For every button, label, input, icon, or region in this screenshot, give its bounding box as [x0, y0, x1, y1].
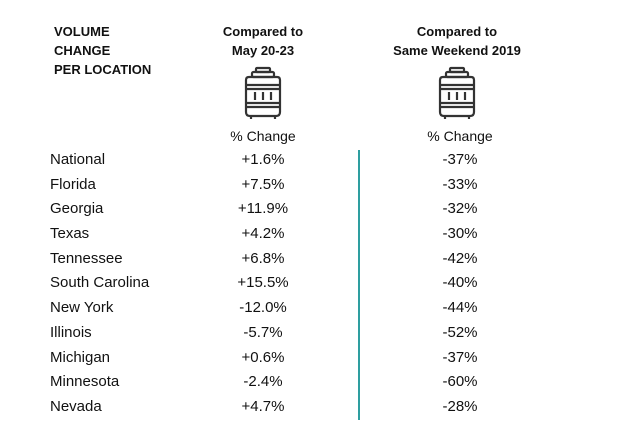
- change-vs-2019-cell: -32%: [442, 200, 478, 218]
- location-cell: Tennessee: [50, 249, 123, 267]
- change-vs-2019-cell: -30%: [442, 225, 478, 243]
- location-cell: Illinois: [50, 323, 92, 341]
- change-vs-may-cell: +4.2%: [241, 225, 285, 243]
- location-cell: South Carolina: [50, 274, 150, 292]
- change-vs-2019-cell: -28%: [442, 397, 478, 415]
- title-line: PER LOCATION: [54, 62, 152, 77]
- location-cell: Georgia: [50, 200, 104, 218]
- location-cell: Nevada: [50, 397, 102, 415]
- location-cell: Texas: [50, 225, 90, 243]
- column-heading-may: [190, 22, 336, 60]
- change-vs-2019-cell: -37%: [442, 151, 478, 168]
- table-row: [0, 149, 628, 174]
- keg-icon: [243, 66, 283, 120]
- change-vs-may-cell: +4.7%: [241, 397, 285, 415]
- change-vs-may-cell: +7.5%: [241, 175, 285, 193]
- column-heading-2019: [372, 22, 542, 60]
- change-vs-may-cell: -5.7%: [243, 323, 283, 341]
- column-subheading-may: % Change: [230, 128, 296, 144]
- table-row: [0, 347, 628, 372]
- location-cell: Florida: [50, 175, 96, 193]
- change-vs-2019-cell: -33%: [442, 175, 478, 193]
- change-vs-2019-cell: -52%: [442, 323, 478, 341]
- change-vs-may-cell: +1.6%: [241, 151, 285, 168]
- title-line: CHANGE: [54, 43, 111, 58]
- table-body: [0, 149, 628, 421]
- change-vs-2019-cell: -44%: [442, 299, 478, 317]
- title-line: VOLUME: [54, 24, 110, 39]
- column-heading-line: Compared to: [416, 24, 498, 39]
- change-vs-2019-cell: -60%: [442, 373, 478, 391]
- table-row: [0, 371, 628, 396]
- location-cell: New York: [50, 299, 114, 317]
- table-row: [0, 396, 628, 421]
- table-title: [54, 22, 184, 79]
- column-heading-line: May 20-23: [231, 43, 295, 58]
- table-row: [0, 272, 628, 297]
- change-vs-may-cell: -2.4%: [243, 373, 283, 391]
- table-row: [0, 198, 628, 223]
- location-cell: Michigan: [50, 348, 111, 366]
- change-vs-2019-cell: -42%: [442, 249, 478, 267]
- column-subheading-2019: % Change: [427, 128, 493, 144]
- table-row: [0, 322, 628, 347]
- location-cell: National: [50, 151, 106, 168]
- change-vs-2019-cell: -40%: [442, 274, 478, 292]
- change-vs-may-cell: +6.8%: [241, 249, 285, 267]
- location-cell: Minnesota: [50, 373, 120, 391]
- keg-icon: [437, 66, 477, 120]
- change-vs-may-cell: -12.0%: [239, 299, 287, 317]
- table-row: [0, 223, 628, 248]
- column-heading-line: Same Weekend 2019: [393, 43, 521, 58]
- change-vs-may-cell: +11.9%: [237, 200, 289, 218]
- change-vs-may-cell: +0.6%: [241, 348, 285, 366]
- table-row: [0, 297, 628, 322]
- table-row: [0, 174, 628, 199]
- column-heading-line: Compared to: [222, 24, 304, 39]
- change-vs-2019-cell: -37%: [442, 348, 478, 366]
- change-vs-may-cell: +15.5%: [237, 274, 289, 292]
- table-row: [0, 248, 628, 273]
